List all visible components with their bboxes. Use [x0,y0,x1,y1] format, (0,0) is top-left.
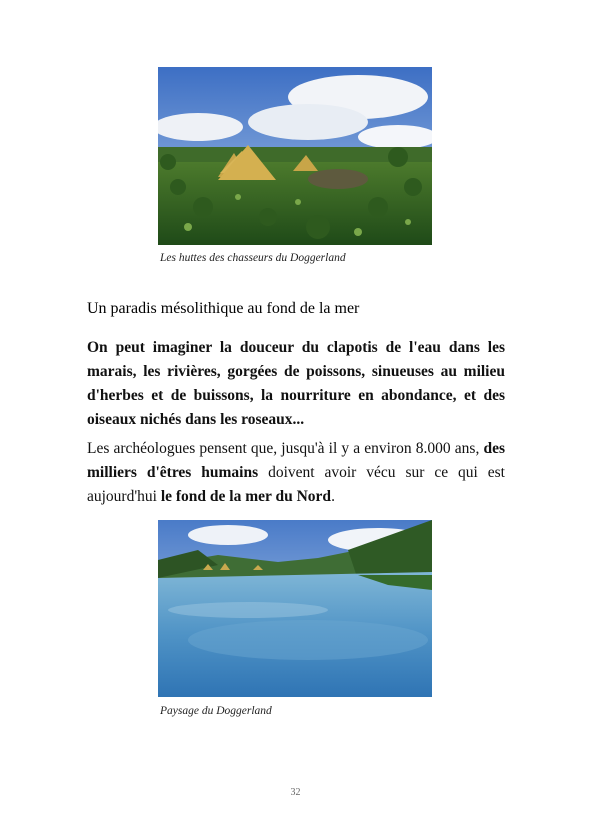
figure-caption: Les huttes des chasseurs du Doggerland [160,252,346,264]
paragraph-2-text: . [331,488,335,505]
huts-image [158,67,432,245]
paragraph-2-text: doivent avoir vécu sur ce qui est aujourd'hui [87,464,505,505]
paragraph-2 [87,437,505,509]
landscape-image [158,520,432,697]
paragraph-2-bold: des milliers d'êtres humains [87,440,505,481]
figure-caption: Paysage du Doggerland [160,705,272,717]
paragraph-2-bold: le fond de la mer du Nord [160,488,332,505]
paragraph-2-text: Les archéologues pensent que, jusqu'à il y a environ 8.000 ans, [87,440,484,457]
page-number: 32 [290,787,301,798]
paragraph-1: On peut imaginer la douceur du clapotis de l'eau dans les marais, les rivières, gorgées de poissons, sinueuses au milieu d'herbes et de buissons, la nourriture en abondance, et des oiseaux nichés dans les roseaux... [87,339,505,428]
section-heading: Un paradis mésolithique au fond de la mer [87,300,360,317]
